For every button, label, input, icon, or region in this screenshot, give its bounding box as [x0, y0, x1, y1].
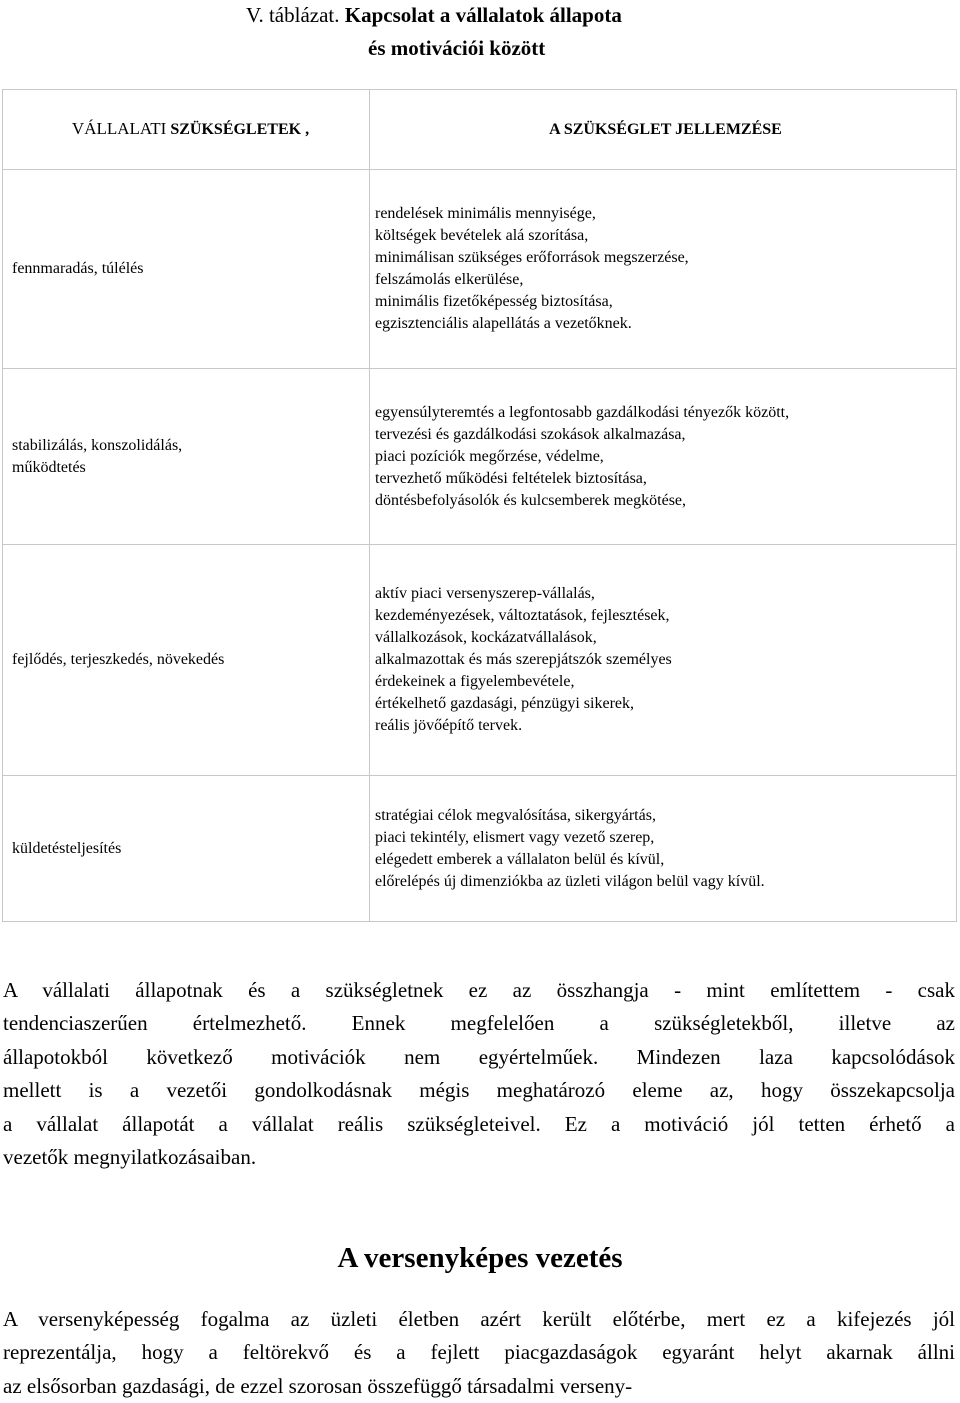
description-line: vállalkozások, kockázatvállalások,: [375, 629, 597, 646]
description-line: aktív piaci versenyszerep-vállalás,: [375, 585, 595, 602]
description-line: tervezési és gazdálkodási szokások alkalmazása,: [375, 425, 686, 443]
header-needs-prefix: VÁLLALATI: [71, 119, 167, 138]
description-line: piaci pozíciók megőrzése, védelme,: [375, 447, 604, 465]
header-description-label: A SZÜKSÉGLET JELLEMZÉSE: [549, 120, 782, 138]
description-line: felszámolás elkerülése,: [375, 271, 524, 288]
paragraph-line: A vállalati állapotnak és a szükségletnek ez az összhangja - mint említettem - csak: [3, 978, 955, 1002]
section-heading: A versenyképes vezetés: [337, 1242, 623, 1274]
header-needs: [3, 90, 370, 170]
table-caption-line-1: [246, 3, 960, 27]
description-line: értékelhető gazdasági, pénzügyi sikerek,: [375, 695, 634, 712]
description-line: érdekeinek a figyelembevétele,: [375, 673, 575, 690]
paragraph-line: tendenciaszerűen értelmezhető. Ennek megfelelően a szükségletekből, illetve az: [3, 1011, 955, 1036]
table-row: [3, 369, 957, 545]
description-line: egzisztenciális alapellátás a vezetőknek.: [375, 315, 632, 332]
description-line: egyensúlyteremtés a legfontosabb gazdálkodási tényezők között,: [375, 403, 790, 421]
description-line: minimálisan szükséges erőforrások megszerzése,: [375, 249, 689, 266]
description-line: piaci tekintély, elismert vagy vezető szerep,: [375, 828, 655, 846]
table-title-part-2: és motivációi között: [368, 36, 546, 60]
description-line: minimális fizetőképesség biztosítása,: [375, 293, 613, 310]
need-line: stabilizálás, konszolidálás,: [12, 436, 183, 454]
description-line: stratégiai célok megvalósítása, sikergyártás,: [375, 806, 656, 824]
description-line: kezdeményezések, változtatások, fejlesztések,: [375, 607, 670, 624]
header-needs-bold: SZÜKSÉGLETEK ,: [170, 121, 310, 138]
description-cell: [370, 776, 957, 922]
paragraph-line: állapotokból következő motivációk nem egyértelműek. Mindezen laza kapcsolódások: [3, 1044, 955, 1069]
description-cell: [370, 170, 957, 369]
paragraph-line: A versenyképesség fogalma az üzleti életben azért került előtérbe, mert ez a kifejezés jól: [3, 1307, 955, 1331]
table-title-part-1: Kapcsolat a vállalatok állapota: [344, 3, 622, 27]
description-line: rendelések minimális mennyisége,: [375, 205, 596, 222]
need-cell: küldetésteljesítés: [3, 776, 370, 922]
table-number: V. táblázat.: [246, 3, 340, 27]
header-description: [370, 90, 957, 170]
description-line: döntésbefolyásolók és kulcsemberek megkötése,: [375, 491, 687, 509]
description-line: alkalmazottak és más szerepjátszók személyes: [375, 651, 672, 668]
needs-table: [2, 89, 957, 922]
paragraph-line: reprezentálja, hogy a feltörekvő és a fejlett piacgazdaságok egyaránt helyt akarnak állni: [3, 1340, 955, 1365]
paragraph-line: vezetők megnyilatkozásaiban.: [3, 1145, 257, 1170]
description-cell: [370, 545, 957, 776]
table-header-row: [3, 90, 957, 170]
description-line: elégedett emberek a vállalaton belül és kívül,: [375, 850, 665, 868]
need-cell: fennmaradás, túlélés: [3, 170, 370, 369]
table-row: [3, 170, 957, 369]
need-line: működtetés: [12, 458, 86, 476]
table-row: [3, 545, 957, 776]
description-line: tervezhető működési feltételek biztosítása,: [375, 469, 647, 487]
need-cell: [3, 369, 370, 545]
paragraph-line: az elsősorban gazdasági, de ezzel szorosan összefüggő társadalmi verseny-: [3, 1373, 633, 1398]
description-line: költségek bevételek alá szorítása,: [375, 227, 589, 244]
table-row: [3, 776, 957, 922]
description-cell: [370, 369, 957, 545]
body-paragraph-2: [3, 1303, 955, 1403]
need-cell: fejlődés, terjeszkedés, növekedés: [3, 545, 370, 776]
paragraph-line: a vállalat állapotát a vállalat reális szükségleteivel. Ez a motiváció jól tetten érhető a: [3, 1111, 955, 1136]
body-paragraph-1: [3, 974, 955, 1174]
description-line: reális jövőépítő tervek.: [375, 717, 523, 734]
paragraph-line: mellett is a vezetői gondolkodásnak mégis meghatározó eleme az, hogy összekapcsolja: [3, 1078, 955, 1103]
description-line: előrelépés új dimenziókba az üzleti világon belül vagy kívül.: [375, 872, 765, 890]
